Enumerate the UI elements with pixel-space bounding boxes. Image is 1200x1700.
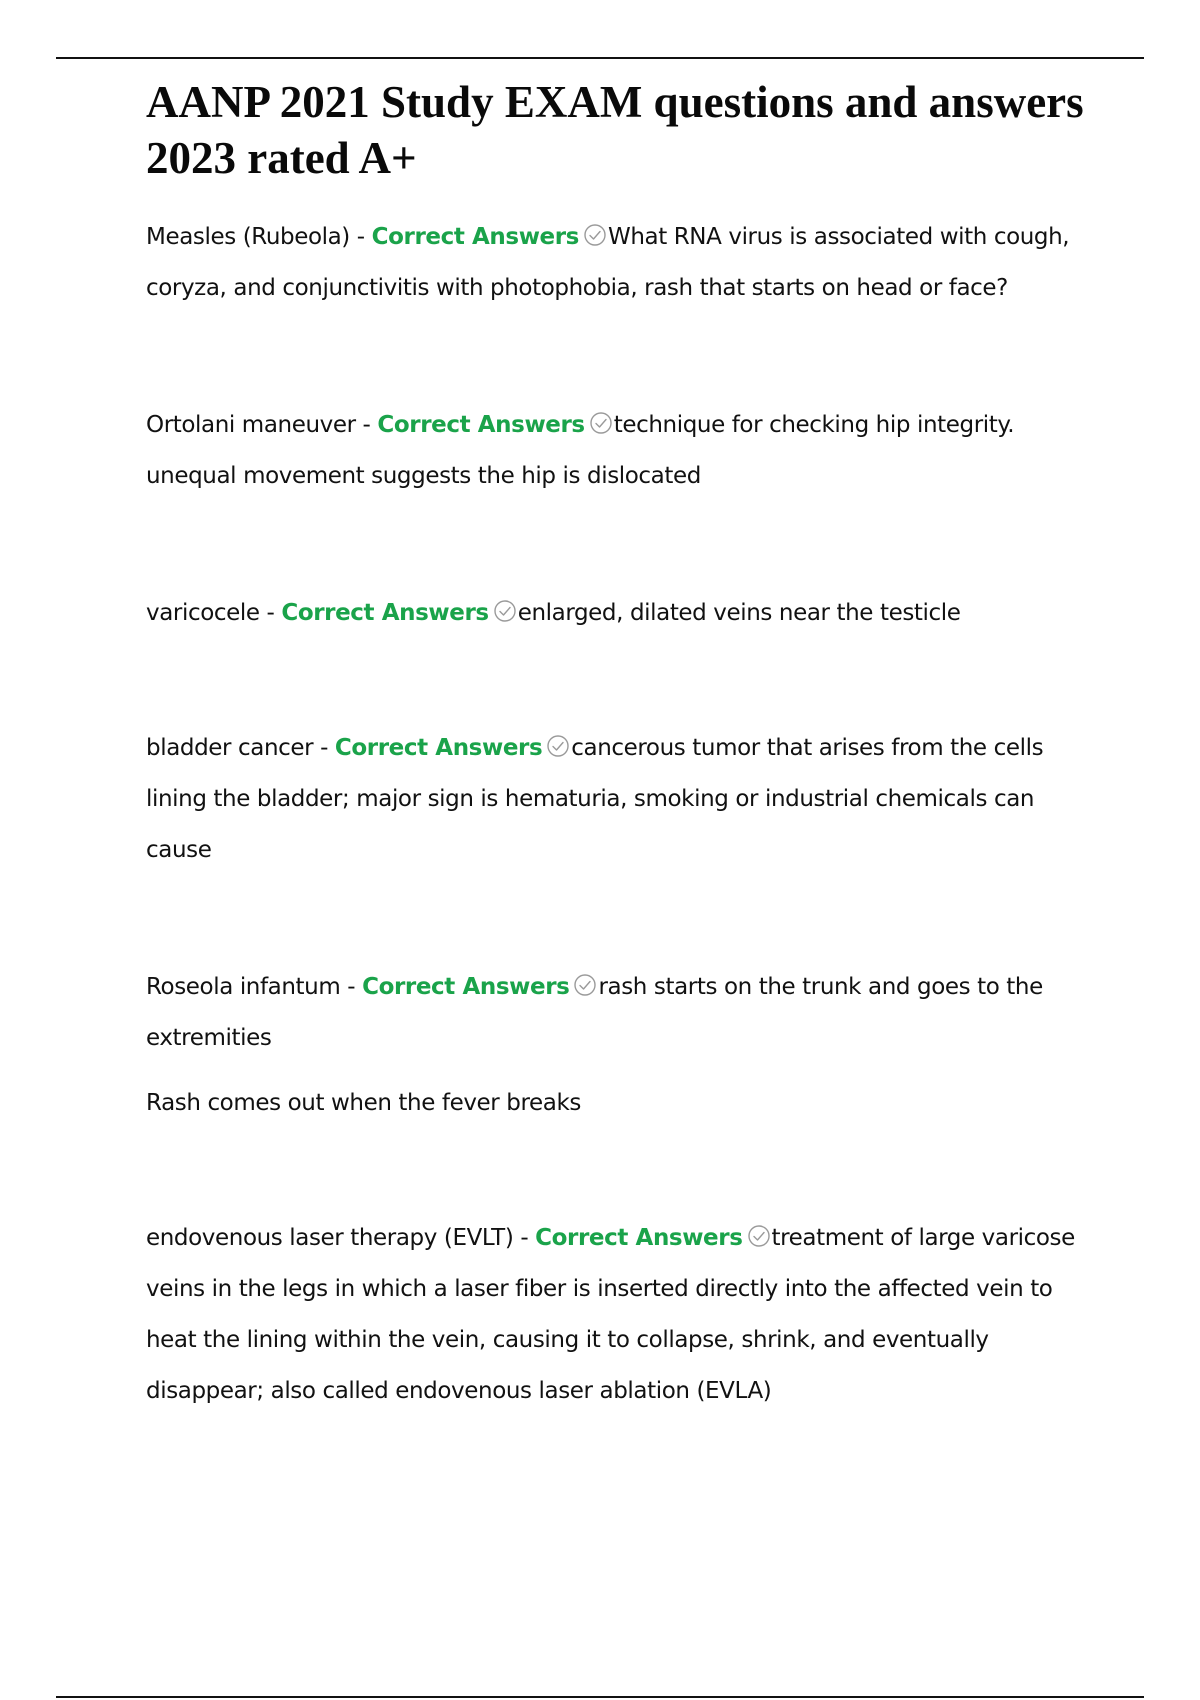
- qa-separator: -: [259, 600, 282, 626]
- qa-answer: rash starts on the trunk and goes to the extremities: [146, 974, 1043, 1051]
- qa-item: [146, 723, 1106, 876]
- correct-answers-label: Correct Answers: [281, 600, 489, 626]
- qa-entry: [146, 723, 1106, 876]
- qa-term: Roseola infantum: [146, 974, 341, 1000]
- qa-item: [146, 1213, 1106, 1417]
- qa-item: [146, 400, 1106, 502]
- correct-answers-label: Correct Answers: [371, 224, 579, 250]
- qa-answer: enlarged, dilated veins near the testicle: [517, 600, 961, 626]
- correct-answers-label: Correct Answers: [535, 1225, 743, 1251]
- qa-term: bladder cancer: [146, 735, 314, 761]
- qa-answer: treatment of large varicose veins in the legs in which a laser fiber is inserted directly into the affected vein to heat the lining within the vein, causing it to collapse, shrink, and eventually disappear; also called endovenous laser ablation (EVLA): [146, 1225, 1075, 1404]
- qa-term: Measles (Rubeola): [146, 224, 350, 250]
- bottom-rule: [56, 1696, 1144, 1698]
- qa-item: [146, 588, 1106, 639]
- qa-term: Ortolani maneuver: [146, 412, 356, 438]
- qa-separator: -: [349, 224, 372, 250]
- correct-answers-label: Correct Answers: [377, 412, 585, 438]
- qa-entry: [146, 588, 1106, 639]
- qa-separator: -: [355, 412, 378, 438]
- qa-item: [146, 962, 1106, 1129]
- qa-separator: -: [513, 1225, 536, 1251]
- qa-entry: [146, 212, 1106, 314]
- document-body: [146, 74, 1106, 1417]
- check-circle-icon: [589, 411, 613, 435]
- check-circle-icon: [493, 599, 517, 623]
- qa-item: [146, 212, 1106, 314]
- check-circle-icon: [583, 223, 607, 247]
- qa-separator: -: [313, 735, 335, 761]
- qa-entry: [146, 962, 1106, 1064]
- qa-entry: [146, 1213, 1106, 1417]
- qa-answer: What RNA virus is associated with cough, coryza, and conjunctivitis with photophobia, rash that starts on head or face?: [146, 224, 1070, 301]
- qa-answer: cancerous tumor that arises from the cells lining the bladder; major sign is hematuria, smoking or industrial chemicals can cause: [146, 735, 1044, 863]
- qa-entry: [146, 400, 1106, 502]
- qa-term: endovenous laser therapy (EVLT): [146, 1225, 514, 1251]
- check-circle-icon: [546, 734, 570, 758]
- top-rule: [56, 57, 1144, 59]
- qa-answer: technique for checking hip integrity. unequal movement suggests the hip is dislocated: [146, 412, 1015, 489]
- qa-extra-note: Rash comes out when the fever breaks: [146, 1090, 581, 1116]
- check-circle-icon: [573, 973, 597, 997]
- qa-term: varicocele: [146, 600, 260, 626]
- document-title: AANP 2021 Study EXAM questions and answers 2023 rated A+: [146, 77, 1084, 183]
- correct-answers-label: Correct Answers: [362, 974, 570, 1000]
- check-circle-icon: [747, 1224, 771, 1248]
- correct-answers-label: Correct Answers: [334, 735, 543, 761]
- qa-separator: -: [340, 974, 363, 1000]
